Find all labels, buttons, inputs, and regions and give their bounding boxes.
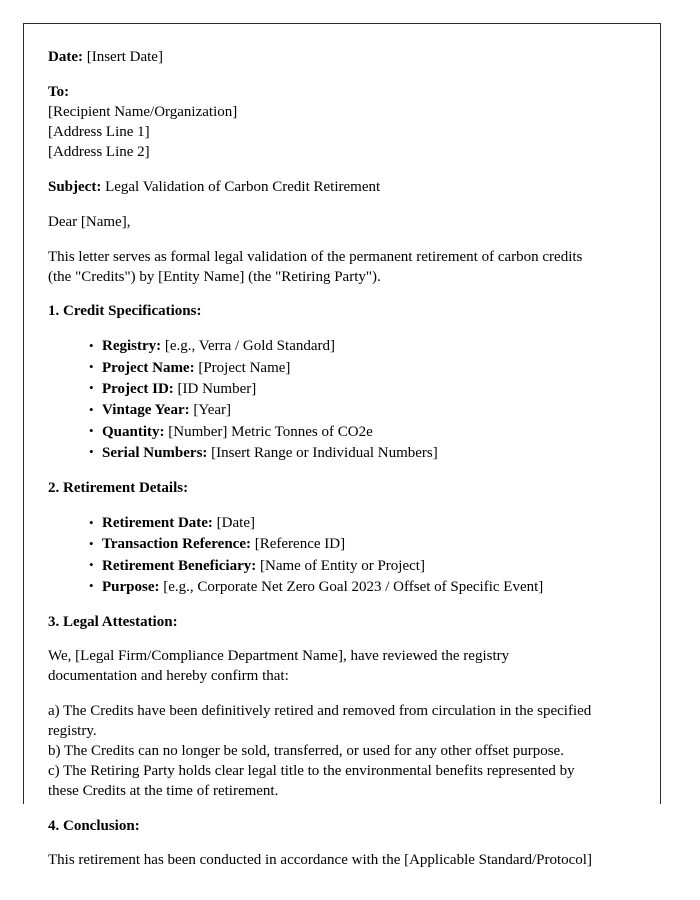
section-4-clipped-line: This retirement has been conducted in accordance with the [Applicable Standard/Protocol] bbox=[48, 851, 592, 868]
list-item bbox=[89, 379, 638, 400]
subject-value: Legal Validation of Carbon Credit Retirement bbox=[105, 178, 381, 195]
list-item-label: Transaction Reference: bbox=[102, 536, 251, 553]
list-item-label: Vintage Year: bbox=[102, 402, 190, 419]
list-item-value: [Date] bbox=[216, 515, 255, 532]
list-item bbox=[89, 443, 638, 464]
list-item-value: [Project Name] bbox=[198, 359, 291, 376]
address-line-1: [Address Line 1] bbox=[48, 123, 150, 140]
list-item bbox=[89, 577, 638, 598]
list-item bbox=[89, 556, 638, 577]
list-item-value: [Number] Metric Tonnes of CO2e bbox=[168, 423, 373, 440]
section-4-heading: 4. Conclusion: bbox=[48, 817, 140, 834]
section-3-intro bbox=[48, 647, 638, 687]
date-line bbox=[48, 48, 638, 68]
subject-line bbox=[48, 178, 638, 198]
list-item bbox=[89, 534, 638, 555]
list-item bbox=[89, 336, 638, 357]
list-item bbox=[89, 513, 638, 534]
section-1-heading: 1. Credit Specifications: bbox=[48, 303, 202, 320]
section-3-intro-line-2: documentation and hereby confirm that: bbox=[48, 668, 289, 685]
section-1-list bbox=[48, 336, 638, 464]
section-4-clipped-paragraph bbox=[48, 851, 638, 868]
list-item-value: [e.g., Corporate Net Zero Goal 2023 / Offset of Specific Event] bbox=[163, 578, 544, 595]
list-item-label: Purpose: bbox=[102, 578, 160, 595]
intro-paragraph bbox=[48, 248, 638, 288]
list-item-value: [Insert Range or Individual Numbers] bbox=[211, 444, 438, 461]
section-3-intro-line-1: We, [Legal Firm/Compliance Department Name], have reviewed the registry bbox=[48, 648, 510, 665]
recipient-name: [Recipient Name/Organization] bbox=[48, 103, 238, 120]
section-2-heading: 2. Retirement Details: bbox=[48, 480, 189, 497]
to-label: To: bbox=[48, 83, 70, 100]
list-item bbox=[89, 422, 638, 443]
salutation: Dear [Name], bbox=[48, 213, 131, 230]
list-item-value: [Year] bbox=[193, 402, 232, 419]
subject-label: Subject: bbox=[48, 178, 102, 195]
clause-b: b) The Credits can no longer be sold, transferred, or used for any other offset purpose. bbox=[48, 742, 564, 759]
recipient-block bbox=[48, 83, 638, 163]
section-3-heading: 3. Legal Attestation: bbox=[48, 614, 178, 631]
document-page bbox=[23, 23, 661, 868]
list-item bbox=[89, 358, 638, 379]
list-item-label: Retirement Date: bbox=[102, 515, 213, 532]
date-label: Date: bbox=[48, 49, 83, 65]
list-item bbox=[89, 400, 638, 421]
list-item-value: [Name of Entity or Project] bbox=[260, 557, 425, 574]
section-3-clauses bbox=[48, 702, 638, 802]
clause-a-line-2: registry. bbox=[48, 723, 97, 740]
list-item-label: Registry: bbox=[102, 338, 162, 355]
clause-c-line-2: these Credits at the time of retirement. bbox=[48, 782, 279, 799]
list-item-label: Retirement Beneficiary: bbox=[102, 557, 257, 574]
list-item-label: Quantity: bbox=[102, 423, 165, 440]
list-item-label: Project Name: bbox=[102, 359, 195, 376]
intro-line-2: (the "Credits") by [Entity Name] (the "Retiring Party"). bbox=[48, 268, 381, 285]
list-item-label: Serial Numbers: bbox=[102, 444, 208, 461]
date-value: [Insert Date] bbox=[86, 49, 163, 65]
list-item-value: [e.g., Verra / Gold Standard] bbox=[164, 338, 335, 355]
section-2-list bbox=[48, 513, 638, 598]
address-line-2: [Address Line 2] bbox=[48, 143, 150, 160]
document-body bbox=[24, 24, 660, 868]
list-item-value: [Reference ID] bbox=[254, 536, 346, 553]
intro-line-1: This letter serves as formal legal validation of the permanent retirement of carbon credits bbox=[48, 248, 583, 265]
list-item-label: Project ID: bbox=[102, 380, 174, 397]
clause-c-line-1: c) The Retiring Party holds clear legal title to the environmental benefits represented by bbox=[48, 762, 575, 779]
list-item-value: [ID Number] bbox=[177, 380, 257, 397]
clause-a-line-1: a) The Credits have been definitively retired and removed from circulation in the specified bbox=[48, 703, 592, 720]
